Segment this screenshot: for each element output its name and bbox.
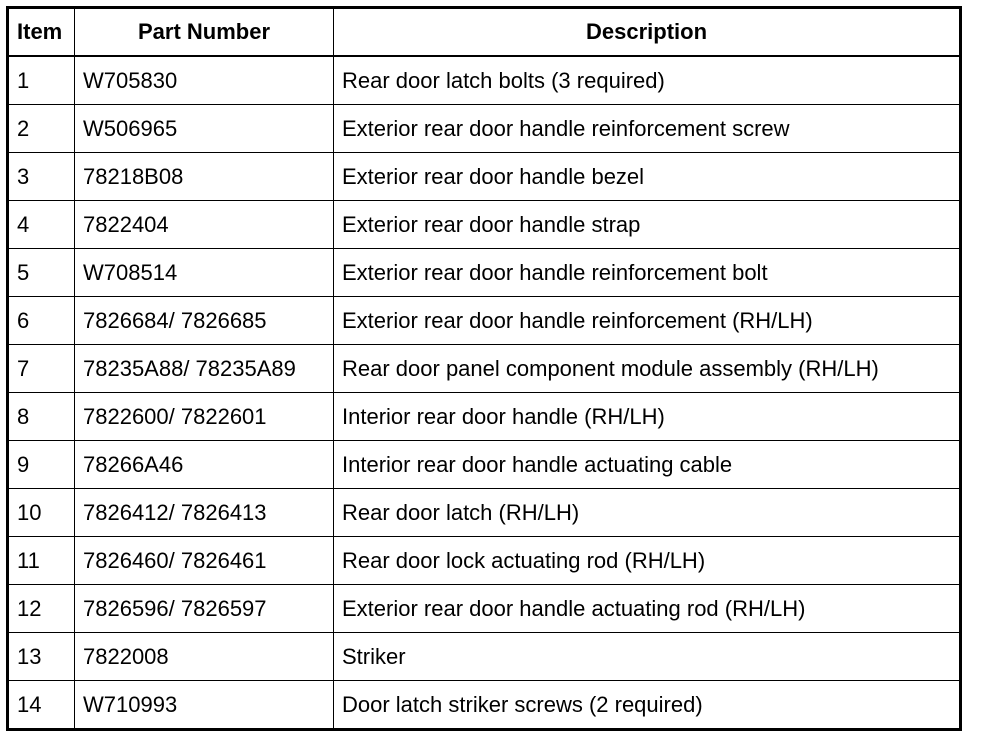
cell-part-number: W506965 <box>75 105 334 153</box>
table-row <box>8 585 961 633</box>
cell-part-number: 78218B08 <box>75 153 334 201</box>
table-row <box>8 489 961 537</box>
cell-description: Exterior rear door handle reinforcement (RH/LH) <box>334 297 961 345</box>
cell-part-number: W708514 <box>75 249 334 297</box>
header-part-number: Part Number <box>75 8 334 57</box>
cell-part-number: 7822404 <box>75 201 334 249</box>
cell-description: Interior rear door handle (RH/LH) <box>334 393 961 441</box>
table-row <box>8 537 961 585</box>
cell-item: 11 <box>8 537 75 585</box>
table-body <box>8 56 961 730</box>
cell-item: 10 <box>8 489 75 537</box>
cell-item: 3 <box>8 153 75 201</box>
table-row <box>8 249 961 297</box>
cell-description: Rear door lock actuating rod (RH/LH) <box>334 537 961 585</box>
cell-description: Exterior rear door handle bezel <box>334 153 961 201</box>
cell-description: Exterior rear door handle actuating rod (RH/LH) <box>334 585 961 633</box>
cell-item: 6 <box>8 297 75 345</box>
cell-description: Exterior rear door handle strap <box>334 201 961 249</box>
table-row <box>8 441 961 489</box>
cell-description: Exterior rear door handle reinforcement bolt <box>334 249 961 297</box>
cell-description: Exterior rear door handle reinforcement screw <box>334 105 961 153</box>
table-row <box>8 105 961 153</box>
cell-item: 1 <box>8 56 75 105</box>
cell-part-number: 7826460/ 7826461 <box>75 537 334 585</box>
cell-description: Rear door panel component module assembly (RH/LH) <box>334 345 961 393</box>
cell-part-number: 78235A88/ 78235A89 <box>75 345 334 393</box>
table-row <box>8 297 961 345</box>
cell-description: Striker <box>334 633 961 681</box>
header-row <box>8 8 961 57</box>
table-row <box>8 633 961 681</box>
cell-part-number: W710993 <box>75 681 334 730</box>
cell-part-number: 7822008 <box>75 633 334 681</box>
cell-part-number: 7826596/ 7826597 <box>75 585 334 633</box>
cell-description: Rear door latch (RH/LH) <box>334 489 961 537</box>
cell-part-number: 7822600/ 7822601 <box>75 393 334 441</box>
cell-item: 13 <box>8 633 75 681</box>
cell-description: Interior rear door handle actuating cable <box>334 441 961 489</box>
table-row <box>8 345 961 393</box>
table-row <box>8 201 961 249</box>
cell-item: 14 <box>8 681 75 730</box>
cell-item: 7 <box>8 345 75 393</box>
cell-item: 2 <box>8 105 75 153</box>
cell-item: 8 <box>8 393 75 441</box>
cell-part-number: 7826684/ 7826685 <box>75 297 334 345</box>
header-item: Item <box>8 8 75 57</box>
table-row <box>8 153 961 201</box>
cell-item: 5 <box>8 249 75 297</box>
cell-part-number: 78266A46 <box>75 441 334 489</box>
cell-item: 9 <box>8 441 75 489</box>
cell-part-number: 7826412/ 7826413 <box>75 489 334 537</box>
table-row <box>8 393 961 441</box>
cell-item: 12 <box>8 585 75 633</box>
cell-item: 4 <box>8 201 75 249</box>
cell-part-number: W705830 <box>75 56 334 105</box>
parts-table <box>6 6 962 731</box>
cell-description: Door latch striker screws (2 required) <box>334 681 961 730</box>
table-header <box>8 8 961 57</box>
cell-description: Rear door latch bolts (3 required) <box>334 56 961 105</box>
header-description: Description <box>334 8 961 57</box>
table-row <box>8 681 961 730</box>
table-row <box>8 56 961 105</box>
